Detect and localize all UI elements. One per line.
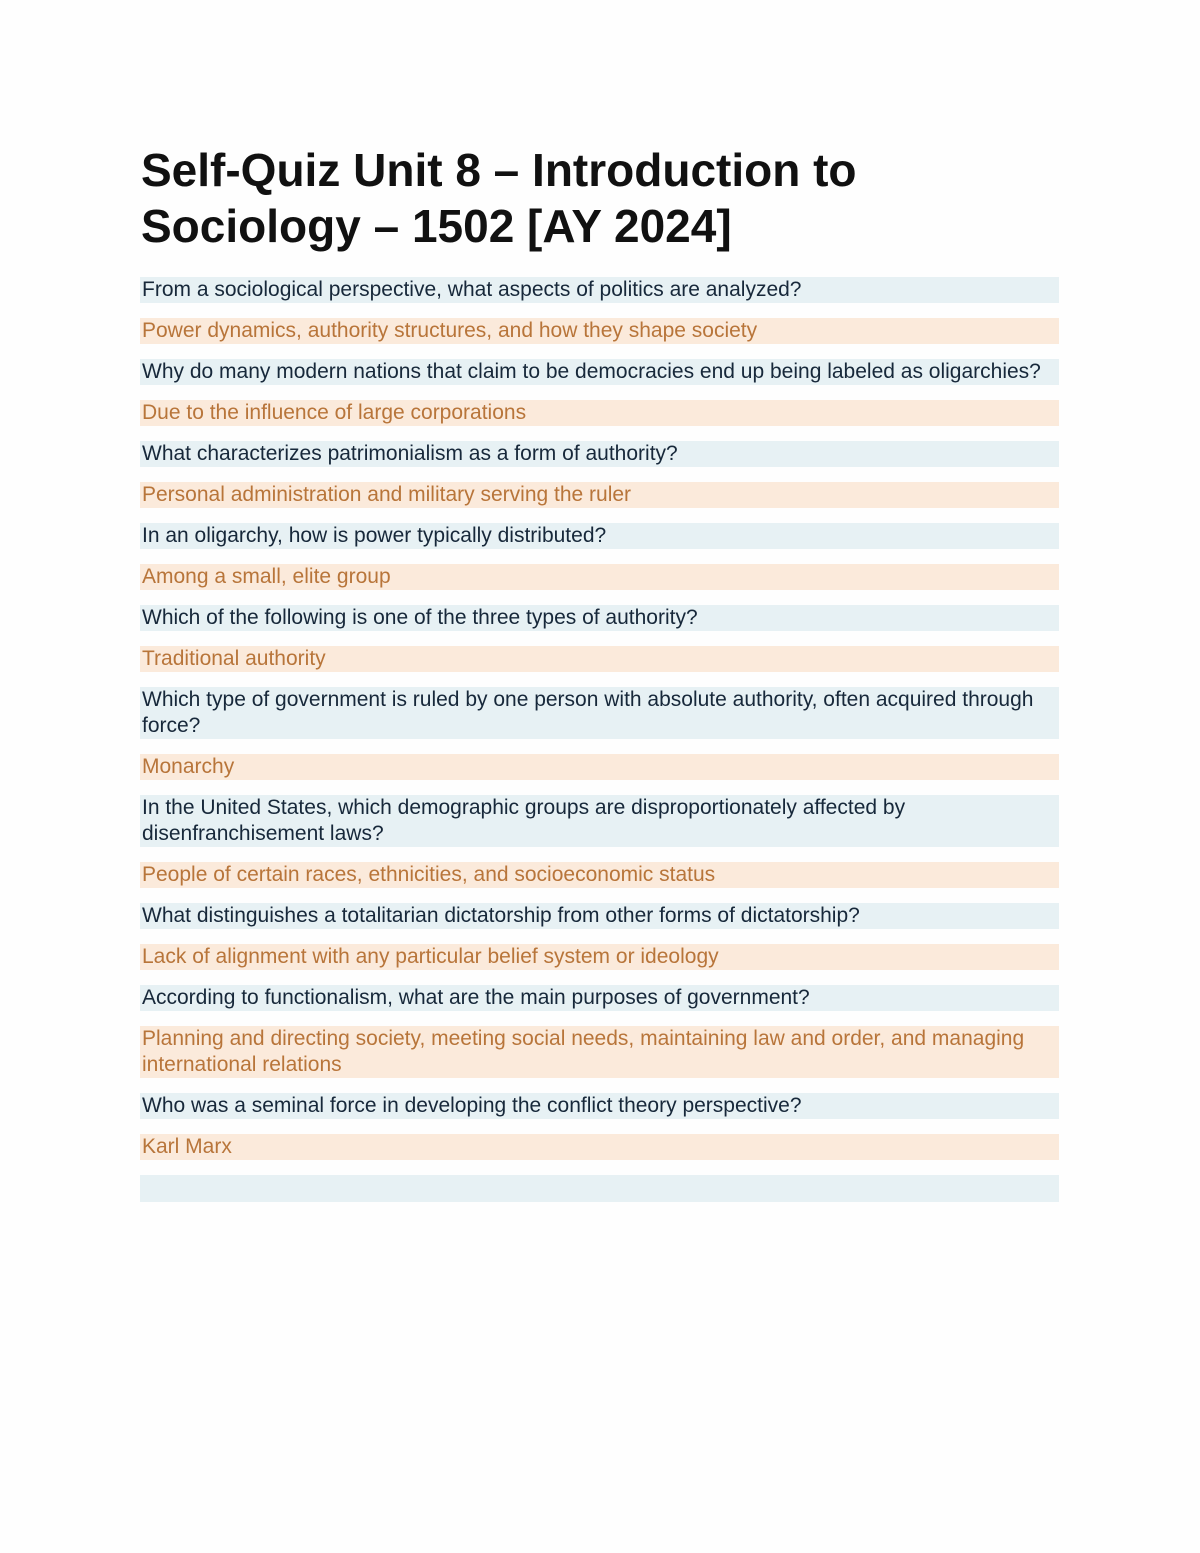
answer-row: Power dynamics, authority structures, and how they shape society [140, 318, 1059, 344]
answer-row: Personal administration and military serving the ruler [140, 482, 1059, 508]
qa-list [140, 277, 1059, 1217]
answer-row: Karl Marx [140, 1134, 1059, 1160]
answer-row: Among a small, elite group [140, 564, 1059, 590]
answer-row: Due to the influence of large corporations [140, 400, 1059, 426]
question-row: Which type of government is ruled by one person with absolute authority, often acquired through force? [140, 687, 1059, 739]
question-row: From a sociological perspective, what aspects of politics are analyzed? [140, 277, 1059, 303]
answer-row: Monarchy [140, 754, 1059, 780]
question-row: What characterizes patrimonialism as a form of authority? [140, 441, 1059, 467]
answer-row: Lack of alignment with any particular belief system or ideology [140, 944, 1059, 970]
question-row: In the United States, which demographic groups are disproportionately affected by disenfranchisement laws? [140, 795, 1059, 847]
answer-row: People of certain races, ethnicities, and socioeconomic status [140, 862, 1059, 888]
page-title: Self-Quiz Unit 8 – Introduction to Sociology – 1502 [AY 2024] [141, 144, 857, 252]
question-row: According to functionalism, what are the main purposes of government? [140, 985, 1059, 1011]
answer-row: Planning and directing society, meeting social needs, maintaining law and order, and managing international relations [140, 1026, 1059, 1078]
question-row: What distinguishes a totalitarian dictatorship from other forms of dictatorship? [140, 903, 1059, 929]
empty-row [140, 1175, 1059, 1202]
question-row: In an oligarchy, how is power typically distributed? [140, 523, 1059, 549]
answer-row: Traditional authority [140, 646, 1059, 672]
question-row: Which of the following is one of the three types of authority? [140, 605, 1059, 631]
question-row: Who was a seminal force in developing the conflict theory perspective? [140, 1093, 1059, 1119]
question-row: Why do many modern nations that claim to be democracies end up being labeled as oligarchies? [140, 359, 1059, 385]
